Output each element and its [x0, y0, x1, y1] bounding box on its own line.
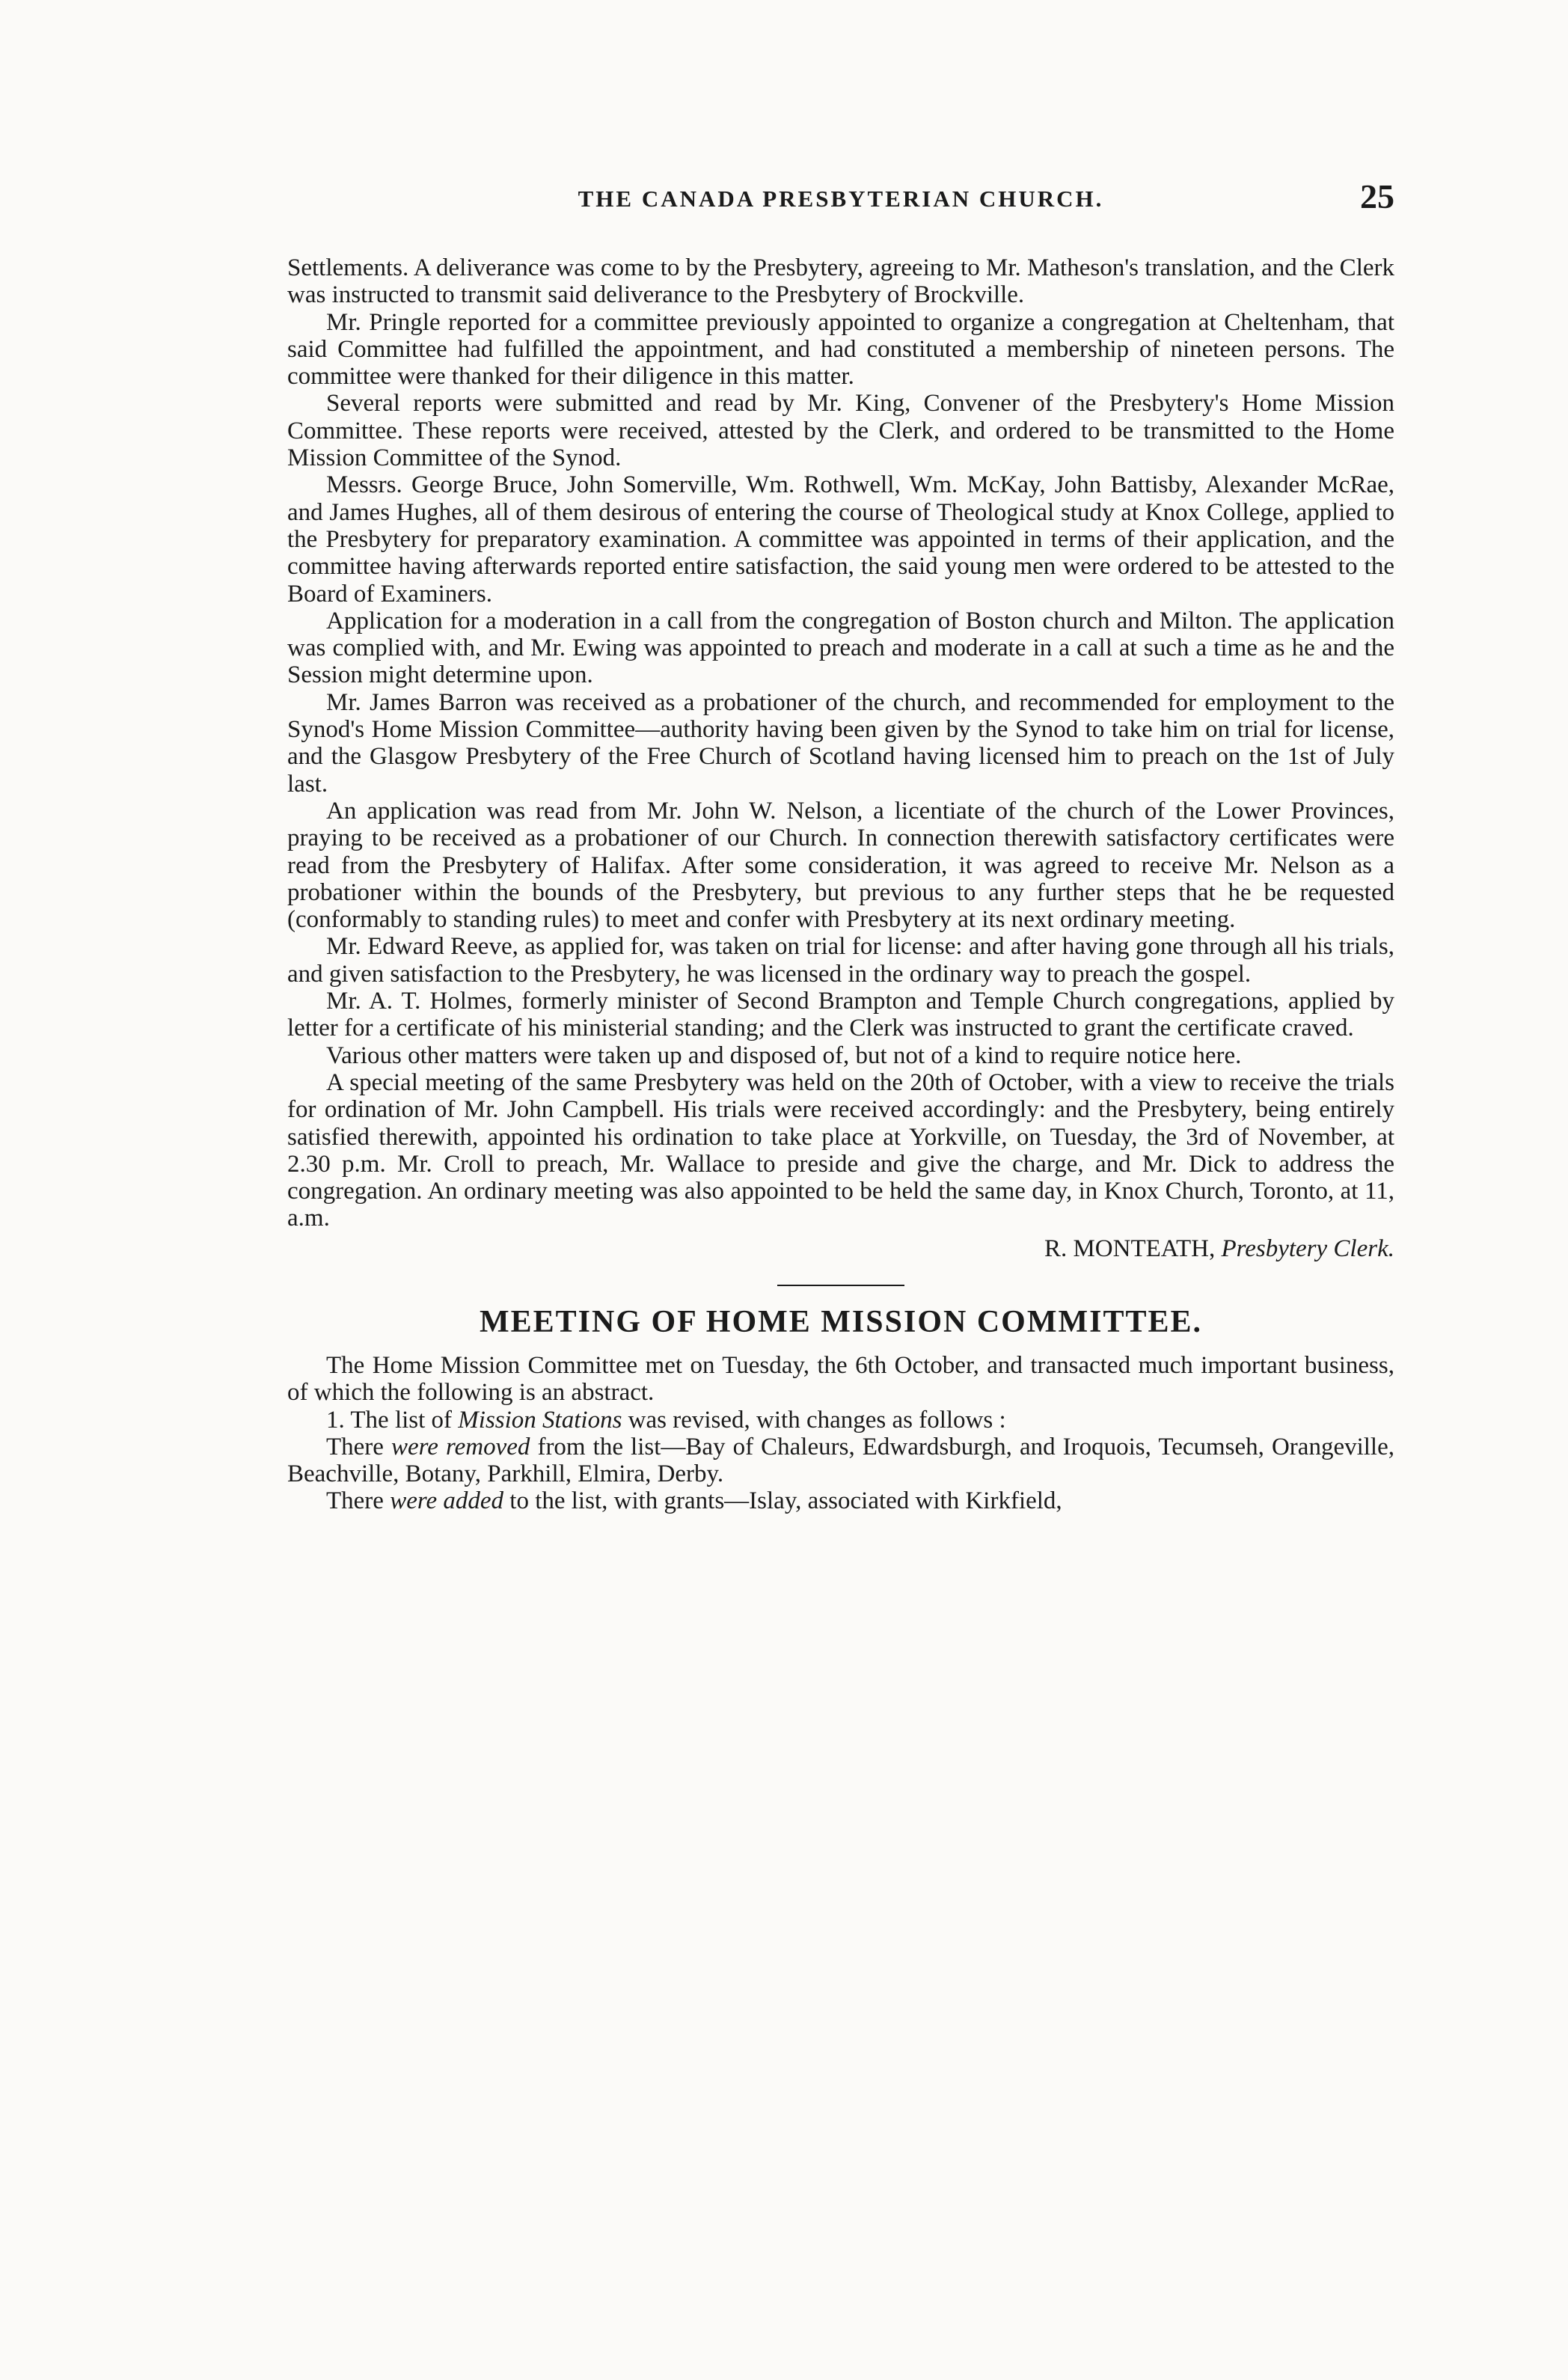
item-text: was revised, with changes as follows : [622, 1406, 1006, 1434]
signature [287, 1235, 1394, 1262]
running-title: THE CANADA PRESBYTERIAN CHURCH. [578, 186, 1104, 212]
presbytery-minutes [287, 254, 1394, 1515]
paragraph: Application for a moderation in a call from the congregation of Boston church and Milton. The application was complied with, and Mr. Ewing was appointed to preach and moderate in a call at such a time as he and the Session might determine upon. [287, 607, 1394, 689]
paragraph: An application was read from Mr. John W. Nelson, a licentiate of the church of the Lower Provinces, praying to be received as a probationer of our Church. In connection therewith satisfactory certificates were read from the Presbytery of Halifax. After some consideration, it was agreed to receive Mr. Nelson as a probationer within the bounds of the Presbytery, but previous to any further steps that he be requested (conformably to standing rules) to meet and confer with Presbytery at its next ordinary meeting. [287, 797, 1394, 934]
list-item [287, 1434, 1394, 1488]
paragraph: Messrs. George Bruce, John Somerville, Wm. Rothwell, Wm. McKay, John Battisby, Alexander McRae, and James Hughes, all of them desirous of entering the course of Theological study at Knox College, applied to the Presbytery for preparatory examination. A committee was appointed in terms of their application, and the committee having afterwards reported entire satisfaction, the said young men were ordered to be attested to the Board of Examiners. [287, 471, 1394, 608]
running-head [287, 172, 1394, 226]
item-text: There [326, 1433, 392, 1460]
paragraph: Mr. Pringle reported for a committee previously appointed to organize a congregation at Cheltenham, that said Committee had fulfilled the appointment, and had constituted a membership of nineteen persons. The committee were thanked for their diligence in this matter. [287, 308, 1394, 391]
signature-role: Presbytery Clerk. [1221, 1235, 1394, 1262]
page [287, 172, 1394, 1515]
paragraph: A special meeting of the same Presbytery was held on the 20th of October, with a view to receive the trials for ordination of Mr. John Campbell. His trials were received accordingly: and the Presbytery, being entirely satisfied therewith, appointed his ordination to take place at Yorkville, on Tuesday, the 3rd of November, at 2.30 p.m. Mr. Croll to preach, Mr. Wallace to preside and give the charge, and Mr. Dick to address the congregation. An ordinary meeting was also appointed to be held the same day, in Knox Church, Toronto, at 11, a.m. [287, 1068, 1394, 1232]
item-emphasis: were added [390, 1487, 504, 1515]
section-divider [777, 1285, 904, 1286]
section-heading: MEETING OF HOME MISSION COMMITTEE. [479, 1304, 1203, 1339]
item-emphasis: Mission Stations [458, 1406, 622, 1434]
paragraph: Mr. Edward Reeve, as applied for, was taken on trial for license: and after having gone through all his trials, and given satisfaction to the Presbytery, he was licensed in the ordinary way to preach the gospel. [287, 933, 1394, 988]
section-intro: The Home Mission Committee met on Tuesday, the 6th October, and transacted much important business, of which the following is an abstract. [287, 1351, 1394, 1407]
paragraph: Mr. James Barron was received as a probationer of the church, and recommended for employment to the Synod's Home Mission Committee—authority having been given by the Synod to take him on trial for license, and the Glasgow Presbytery of the Free Church of Scotland having licensed him to preach on the 1st of July last. [287, 688, 1394, 798]
item-text: There [326, 1487, 391, 1515]
page-number: 25 [1360, 177, 1394, 215]
item-text: 1. The list of [326, 1406, 459, 1434]
paragraph: Mr. A. T. Holmes, formerly minister of Second Brampton and Temple Church congregations, applied by letter for a certificate of his ministerial standing; and the Clerk was instructed to grant the certificate craved. [287, 988, 1394, 1042]
paragraph: Various other matters were taken up and disposed of, but not of a kind to require notice here. [326, 1041, 1242, 1069]
item-text: from the list—Bay of Chaleurs, Edwardsburgh, and Iroquois, Tecumseh, Orangeville, Beachville, Botany, Parkhill, Elmira, Derby. [287, 1433, 1394, 1488]
item-emphasis: were removed [391, 1433, 530, 1460]
paragraph: Several reports were submitted and read by Mr. King, Convener of the Presbytery's Home Mission Committee. These reports were received, attested by the Clerk, and ordered to be transmitted to the Home Mission Committee of the Synod. [287, 390, 1394, 472]
paragraph: Settlements. A deliverance was come to by the Presbytery, agreeing to Mr. Matheson's translation, and the Clerk was instructed to transmit said deliverance to the Presbytery of Brockville. [287, 254, 1394, 309]
list-item [287, 1407, 1394, 1434]
list-item [287, 1487, 1394, 1514]
signature-name: R. MONTEATH, [1044, 1235, 1216, 1262]
item-text: to the list, with grants—Islay, associated with Kirkfield, [503, 1487, 1062, 1515]
